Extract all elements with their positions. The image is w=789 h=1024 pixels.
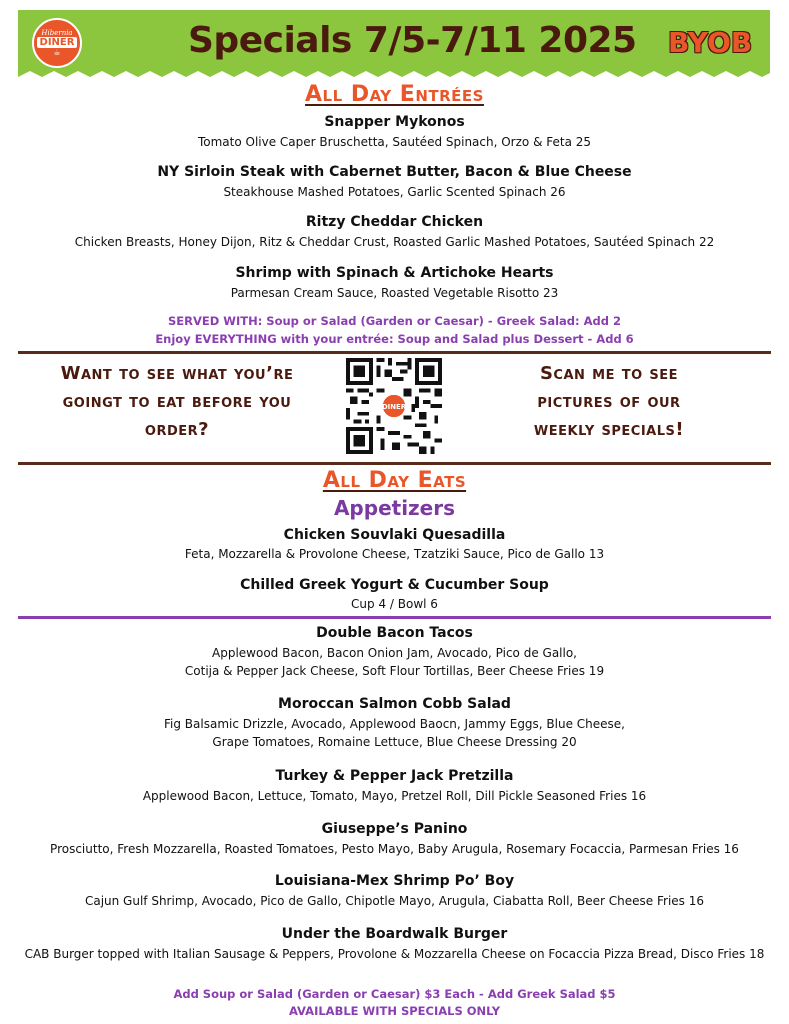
main-name: Moroccan Salmon Cobb Salad <box>278 696 511 712</box>
entree-name: NY Sirloin Steak with Cabernet Butter, Bacon & Blue Cheese <box>157 164 632 180</box>
main-name: Double Bacon Tacos <box>316 625 473 641</box>
entree-desc: Chicken Breasts, Honey Dijon, Ritz & Cheddar Crust, Roasted Garlic Mashed Potatoes, Sautéed Spinach 22 <box>74 235 715 249</box>
main-desc: Prosciutto, Fresh Mozzarella, Roasted Tomatoes, Pesto Mayo, Baby Arugula, Rosemary Focaccia, Parmesan Fries 16 <box>50 842 739 856</box>
promo-right-line: weekly specials! <box>533 419 685 440</box>
main-desc: Fig Balsamic Drizzle, Avocado, Applewood Baocn, Jammy Eggs, Blue Cheese, <box>164 717 625 731</box>
main-desc: Applewood Bacon, Bacon Onion Jam, Avocado, Pico de Gallo, <box>212 646 577 660</box>
divider <box>18 351 771 354</box>
main-desc: Applewood Bacon, Lettuce, Tomato, Mayo, Pretzel Roll, Dill Pickle Seasoned Fries 16 <box>142 789 647 803</box>
appetizers-heading: Appetizers <box>333 496 456 520</box>
entree-served-with-note: SERVED WITH: Soup or Salad (Garden or Caesar) - Greek Salad: Add 2 <box>167 314 622 328</box>
main-name: Louisiana-Mex Shrimp Po’ Boy <box>274 873 515 889</box>
entrees-heading: All Day Entrées <box>305 82 484 107</box>
promo-right-line: pictures of our <box>537 391 681 412</box>
entree-desc: Tomato Olive Caper Bruschetta, Sautéed Spinach, Orzo & Feta 25 <box>197 135 592 149</box>
main-name: Giuseppe’s Panino <box>321 821 468 837</box>
main-desc: Grape Tomatoes, Romaine Lettuce, Blue Cheese Dressing 20 <box>212 735 577 749</box>
coffee-cup-icon: ☕ <box>53 48 61 57</box>
logo-main-text: DINER <box>37 37 78 48</box>
main-name: Turkey & Pepper Jack Pretzilla <box>275 768 514 784</box>
main-desc: Cotija & Pepper Jack Cheese, Soft Flour Tortillas, Beer Cheese Fries 19 <box>184 664 605 678</box>
logo-script-text: Hibernia <box>41 29 73 37</box>
main-desc: CAB Burger topped with Italian Sausage & Peppers, Provolone & Mozzarella Cheese on Focaccia Pizza Bread, Disco Fries 18 <box>24 947 765 961</box>
eats-availability-note: AVAILABLE WITH SPECIALS ONLY <box>288 1004 501 1018</box>
appetizer-name: Chilled Greek Yogurt & Cucumber Soup <box>240 577 549 593</box>
entree-name: Snapper Mykonos <box>324 114 465 130</box>
eats-addon-note: Add Soup or Salad (Garden or Caesar) $3 Each - Add Greek Salad $5 <box>173 987 616 1001</box>
promo-left-line: goingt to eat before you <box>62 391 292 412</box>
entree-everything-note: Enjoy EVERYTHING with your entrée: Soup and Salad plus Dessert - Add 6 <box>155 332 634 346</box>
diner-logo <box>32 18 82 68</box>
divider <box>18 616 771 619</box>
entree-name: Ritzy Cheddar Chicken <box>305 214 484 230</box>
byob-badge: BYOB <box>668 26 753 59</box>
main-desc: Cajun Gulf Shrimp, Avocado, Pico de Gallo, Chipotle Mayo, Arugula, Ciabatta Roll, Beer Cheese Fries 16 <box>84 894 705 908</box>
entree-name: Shrimp with Spinach & Artichoke Hearts <box>235 265 554 281</box>
promo-right-line: Scan me to see <box>539 363 679 384</box>
promo-right-text <box>454 360 764 444</box>
qr-code[interactable] <box>346 358 442 454</box>
appetizer-desc: Cup 4 / Bowl 6 <box>351 597 438 611</box>
promo-left-line: order? <box>144 419 210 440</box>
header-banner <box>18 10 770 82</box>
qr-center-logo: DINER <box>381 403 407 412</box>
appetizer-name: Chicken Souvlaki Quesadilla <box>283 527 506 543</box>
divider <box>18 462 771 465</box>
promo-left-text <box>22 360 332 444</box>
page-title: Specials 7/5-7/11 2025 <box>188 20 637 61</box>
promo-left-line: Want to see what you’re <box>60 363 294 384</box>
eats-heading: All Day Eats <box>322 468 467 493</box>
entree-desc: Steakhouse Mashed Potatoes, Garlic Scented Spinach 26 <box>223 185 566 199</box>
main-name: Under the Boardwalk Burger <box>281 926 508 942</box>
appetizer-desc: Feta, Mozzarella & Provolone Cheese, Tzatziki Sauce, Pico de Gallo 13 <box>184 547 605 561</box>
entree-desc: Parmesan Cream Sauce, Roasted Vegetable Risotto 23 <box>230 286 559 300</box>
